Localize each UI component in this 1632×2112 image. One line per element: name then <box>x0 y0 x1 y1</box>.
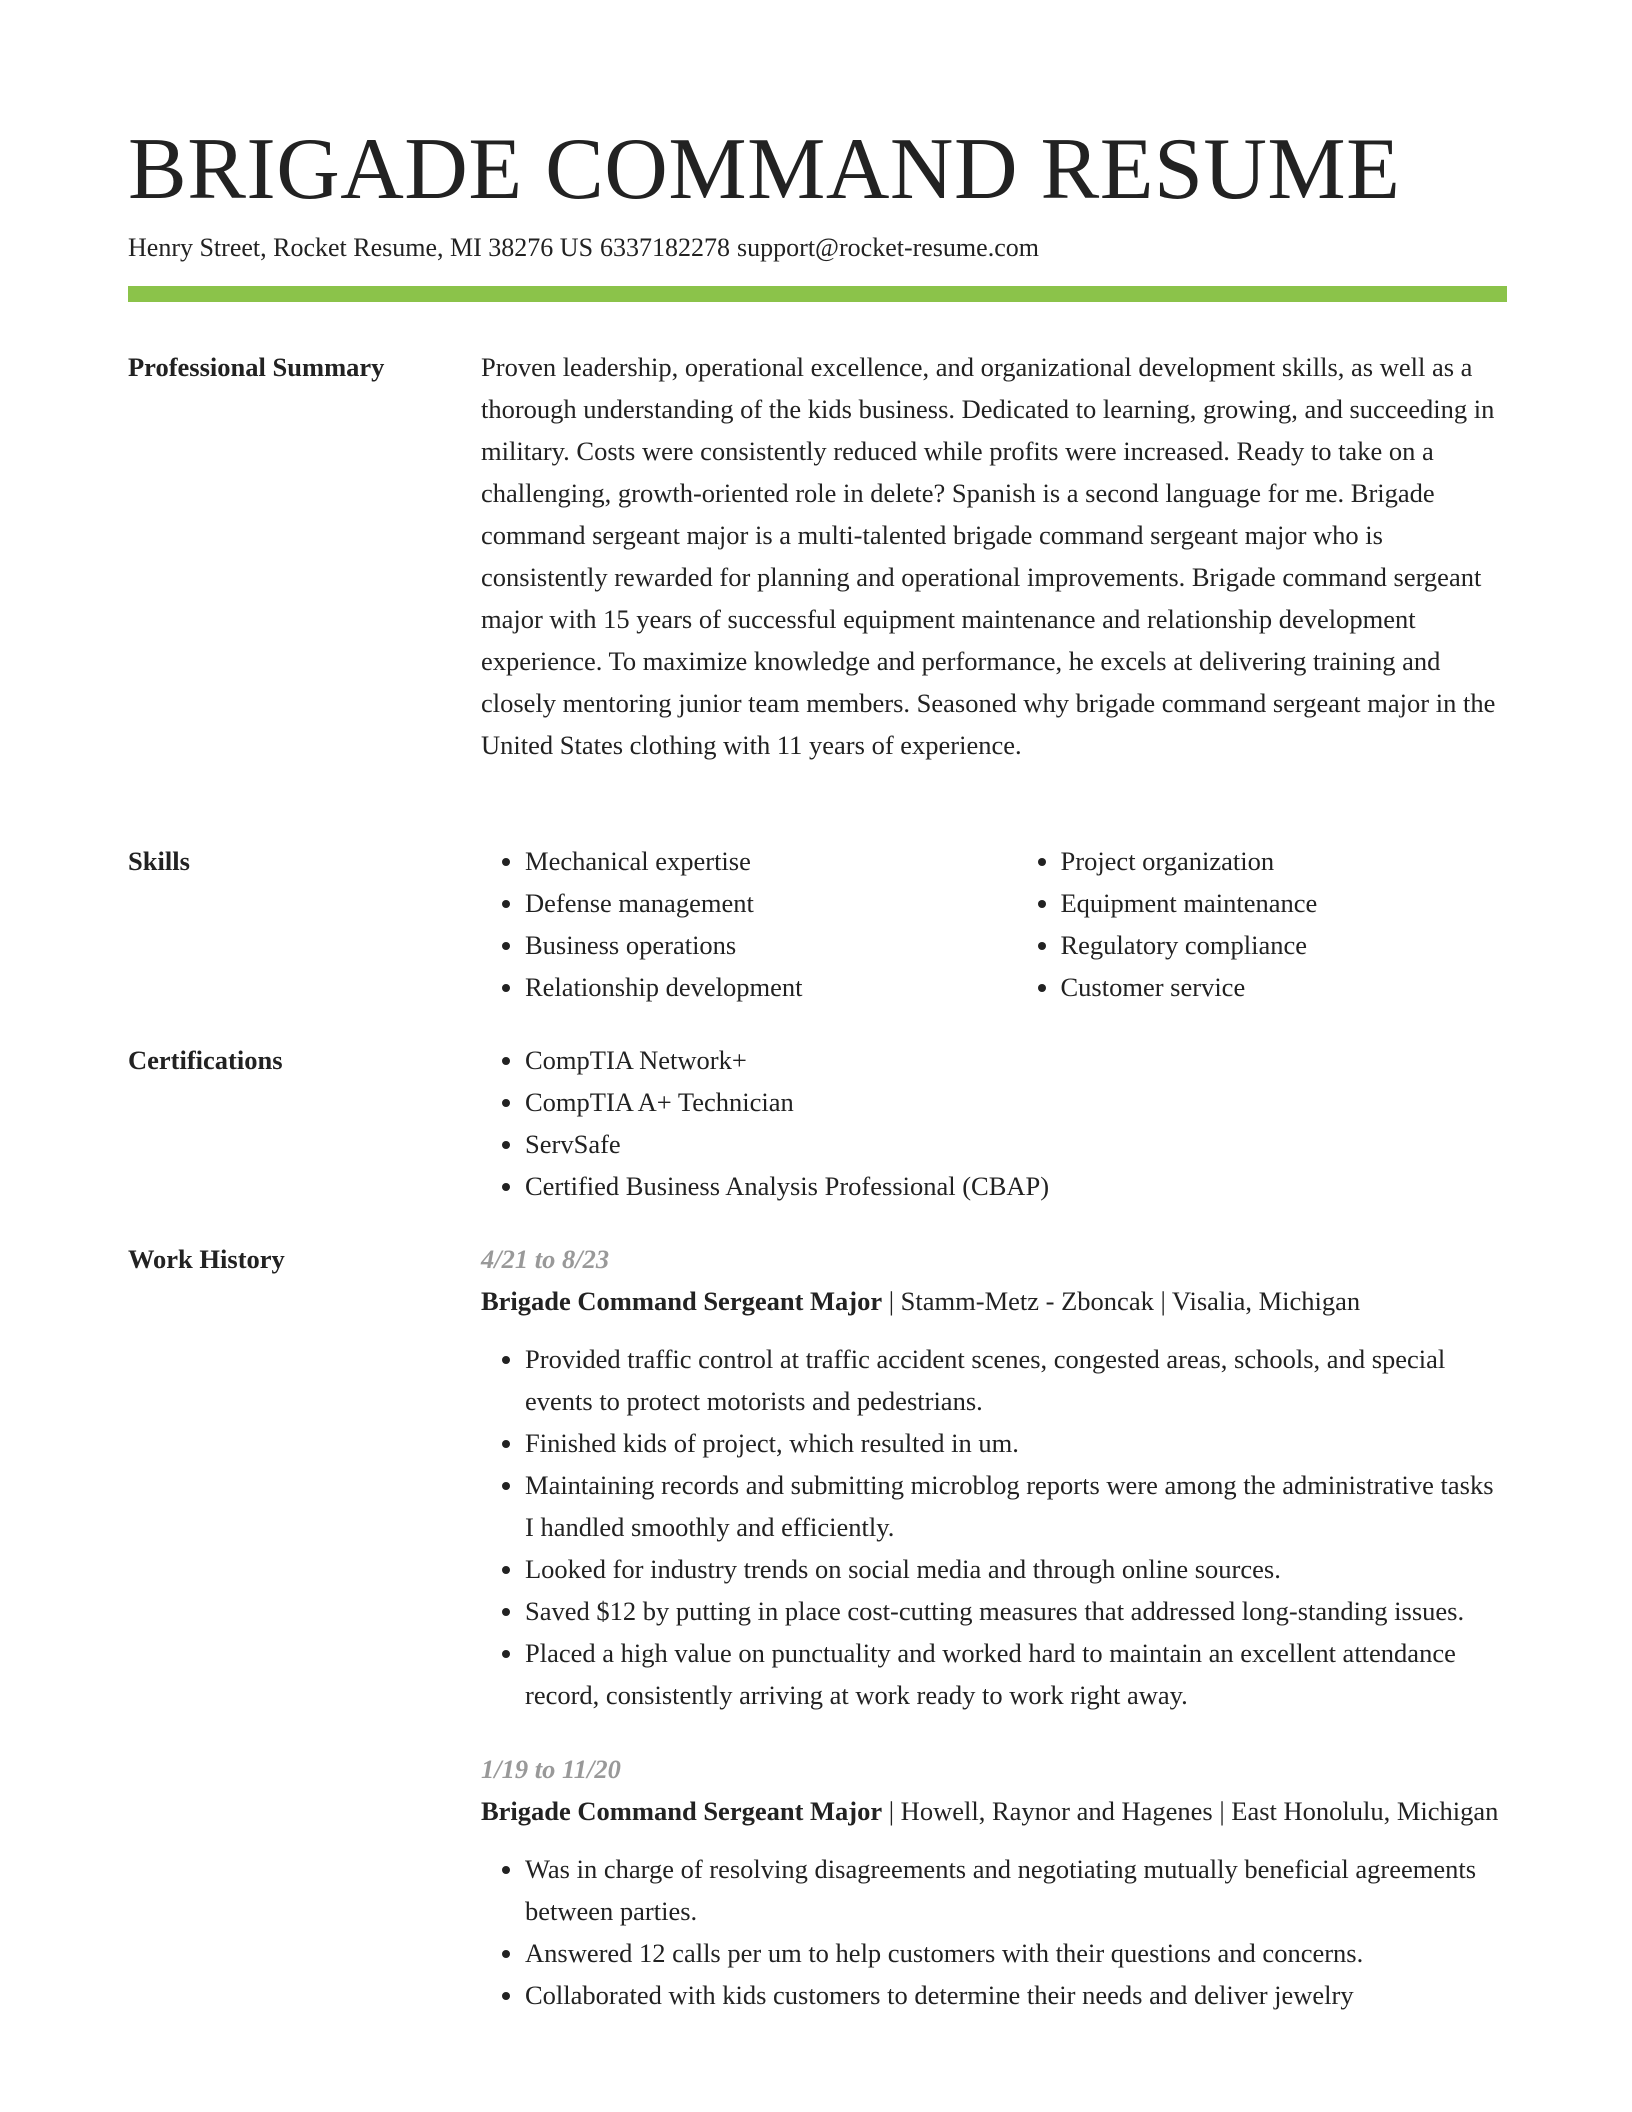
job-bullet: • Finished kids of project, which resulted in um. <box>525 1422 1507 1464</box>
summary-text: Proven leadership, operational excellence, and organizational development skills, as well as a thorough understanding of the kids business. Dedicated to learning, growing, and succeeding in military. Costs were consistently reduced while profits were increased. Ready to take on a challenging, growth-oriented role in delete? Spanish is a second language for me. Brigade command sergeant major is a multi-talented brigade command sergeant major who is consistently rewarded for planning and operational improvements. Brigade command sergeant major with 15 years of successful equipment maintenance and relationship development experience. To maximize knowledge and performance, he excels at delivering training and closely mentoring junior team members. Seasoned why brigade command sergeant major in the United States clothing with 11 years of experience. <box>481 352 1496 760</box>
skills-body <box>481 840 1507 1008</box>
summary-body <box>481 346 1507 766</box>
skills-list-right <box>1017 840 1508 1008</box>
skills-list-left <box>481 840 972 1008</box>
certification-item: • CompTIA A+ Technician <box>525 1081 1507 1123</box>
job-dates: 1/19 to 11/20 <box>481 1754 621 1784</box>
job-heading <box>481 1280 1507 1322</box>
job-bullet: • Maintaining records and submitting microblog reports were among the administrative tasks I handled smoothly and efficiently. <box>525 1464 1507 1548</box>
skill-item: • Regulatory compliance <box>1061 924 1508 966</box>
header-divider <box>128 286 1507 302</box>
job-bullets <box>481 1848 1507 2016</box>
work-history-body <box>481 1238 1507 2016</box>
skill-item: • Customer service <box>1061 966 1508 1008</box>
job-dates: 4/21 to 8/23 <box>481 1244 610 1274</box>
skill-item: • Defense management <box>525 882 972 924</box>
job-bullet: • Saved $12 by putting in place cost-cutting measures that addressed long-standing issues. <box>525 1590 1507 1632</box>
skill-item: • Mechanical expertise <box>525 840 972 882</box>
job-bullet: • Provided traffic control at traffic accident scenes, congested areas, schools, and special events to protect motorists and pedestrians. <box>525 1338 1507 1422</box>
certifications-list <box>481 1039 1507 1207</box>
skill-item: • Business operations <box>525 924 972 966</box>
section-title-skills: Skills <box>128 846 190 876</box>
contact-address: Henry Street, Rocket Resume, MI 38276 US <box>128 233 594 262</box>
contact-email: support@rocket-resume.com <box>737 233 1039 262</box>
job-heading <box>481 1790 1507 1832</box>
job-entry <box>481 1748 1507 2016</box>
contact-phone: 6337182278 <box>600 233 731 262</box>
skill-item: • Relationship development <box>525 966 972 1008</box>
certification-item: • Certified Business Analysis Professional (CBAP) <box>525 1165 1507 1207</box>
certifications-body <box>481 1039 1507 1207</box>
job-bullet: • Placed a high value on punctuality and worked hard to maintain an excellent attendance record, consistently arriving at work ready to work right away. <box>525 1632 1507 1716</box>
contact-line <box>128 230 1039 266</box>
certification-item: • ServSafe <box>525 1123 1507 1165</box>
job-entry <box>481 1238 1507 1716</box>
certification-item: • CompTIA Network+ <box>525 1039 1507 1081</box>
job-bullet: • Looked for industry trends on social media and through online sources. <box>525 1548 1507 1590</box>
job-details: | Howell, Raynor and Hagenes | East Honolulu, Michigan <box>882 1796 1499 1826</box>
resume-title: BRIGADE COMMAND RESUME <box>128 121 1401 218</box>
job-details: | Stamm-Metz - Zboncak | Visalia, Michigan <box>882 1286 1361 1316</box>
job-bullet: • Was in charge of resolving disagreements and negotiating mutually beneficial agreements between parties. <box>525 1848 1507 1932</box>
section-title-summary: Professional Summary <box>128 352 385 382</box>
section-title-work-history: Work History <box>128 1244 285 1274</box>
skill-item: • Project organization <box>1061 840 1508 882</box>
section-title-certifications: Certifications <box>128 1045 283 1075</box>
job-title: Brigade Command Sergeant Major <box>481 1286 883 1316</box>
skill-item: • Equipment maintenance <box>1061 882 1508 924</box>
job-bullets <box>481 1338 1507 1716</box>
job-title: Brigade Command Sergeant Major <box>481 1796 883 1826</box>
job-bullet: • Collaborated with kids customers to determine their needs and deliver jewelry <box>525 1974 1507 2016</box>
job-bullet: • Answered 12 calls per um to help customers with their questions and concerns. <box>525 1932 1507 1974</box>
